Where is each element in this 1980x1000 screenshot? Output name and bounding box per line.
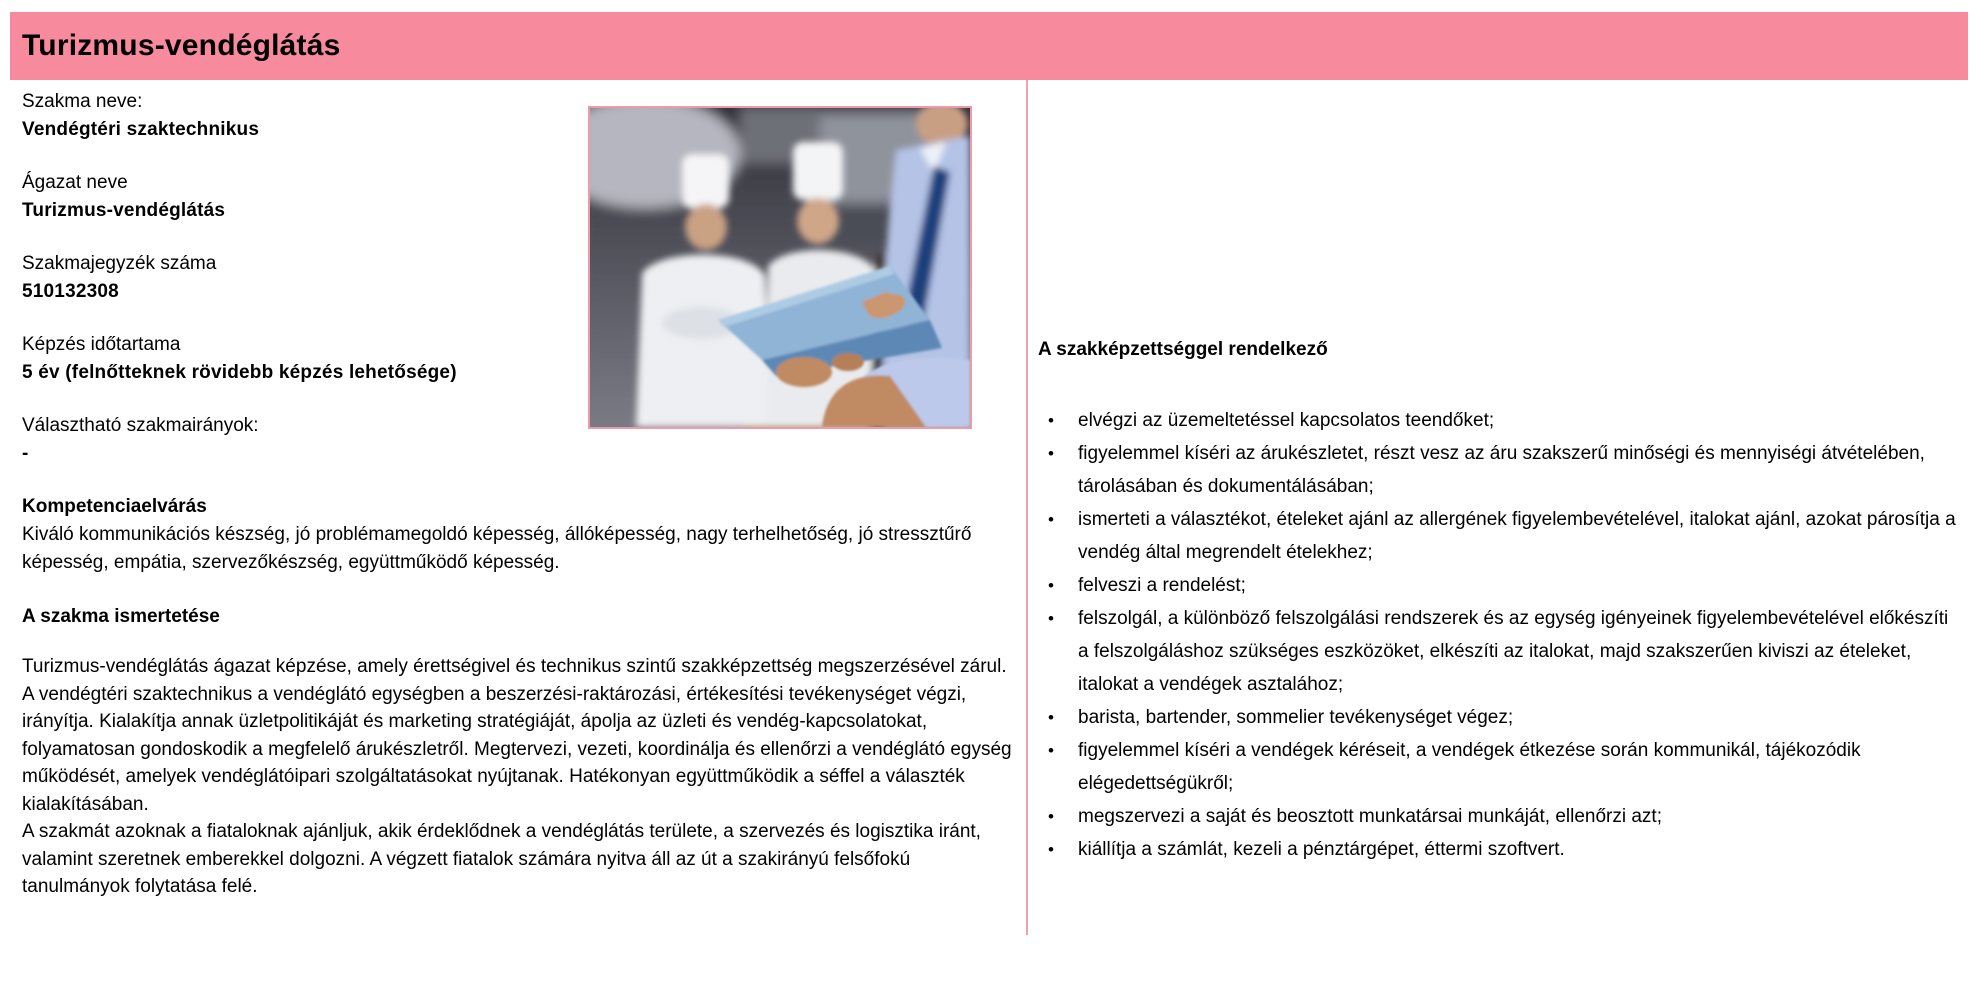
bullet-icon: • (1048, 741, 1054, 760)
task-text: felszolgál, a különböző felszolgálási rendszerek és az egység igényeinek figyelembevételével előkészíti a felszolgáláshoz szükséges eszközöket, elkészíti az italokat, majd szakszerűen kiviszi az ételeket, italokat a vendégek asztalához; (1078, 608, 1949, 695)
task-list-item (1038, 569, 1960, 602)
task-list-item (1038, 503, 1960, 569)
field-value: - (22, 443, 29, 464)
task-text: figyelemmel kíséri az árukészletet, részt vesz az áru szakszerű minőségi és mennyiségi átvételében, tárolásában és dokumentálásában; (1078, 443, 1925, 497)
task-text: felveszi a rendelést; (1078, 575, 1246, 596)
task-list-item (1038, 602, 1960, 701)
field-label: Szakmajegyzék száma (22, 253, 217, 274)
task-list-item (1038, 437, 1960, 503)
task-list-item (1038, 701, 1960, 734)
task-text: elvégzi az üzemeltetéssel kapcsolatos teendőket; (1078, 410, 1495, 431)
profession-description-paragraph-1: Turizmus-vendéglátás ágazat képzése, amely érettségivel és technikus szintű szakképzettség megszerzésével zárul. A vendégtéri szaktechnikus a vendéglátó egységben a beszerzési-raktározási, értékesítési tevékenységet végzi, irányítja. Kialakítja annak üzletpolitikáját és marketing stratégiáját, ápolja az üzleti és vendég-kapcsolatokat, folyamatosan gondoskodik a megfelelő árukészletről. Megtervezi, vezeti, koordinálja és ellenőrzi a vendéglátó egység működését, amelyek vendéglátóipari szolgáltatásokat nyújtanak. Hatékonyan együttműködik a séffel a választék kialakításában. (22, 656, 1012, 815)
competence-section-title: Kompetenciaelvárás (22, 496, 207, 517)
field-value: Turizmus-vendéglátás (22, 200, 226, 221)
field-label: Képzés időtartama (22, 334, 181, 355)
bullet-icon: • (1048, 609, 1054, 628)
profession-photo-graphic (590, 108, 970, 427)
task-text: figyelemmel kíséri a vendégek kéréseit, a vendégek étkezése során kommunikál, tájékozódik elégedettségükről; (1078, 740, 1861, 794)
task-text: barista, bartender, sommelier tevékenységet végez; (1078, 707, 1514, 728)
profession-description-title: A szakma ismertetése (22, 606, 220, 627)
page-title: Turizmus-vendéglátás (22, 29, 341, 62)
bullet-icon: • (1048, 807, 1054, 826)
task-list-item (1038, 800, 1960, 833)
bullet-icon: • (1048, 411, 1054, 430)
field-label: Ágazat neve (22, 172, 128, 193)
page-header-banner (10, 12, 1968, 80)
field-label: Szakma neve: (22, 91, 143, 112)
qualification-column (1038, 338, 1960, 866)
field-value: Vendégtéri szaktechnikus (22, 119, 260, 140)
task-text: megszervezi a saját és beosztott munkatársai munkáját, ellenőrzi azt; (1078, 806, 1662, 827)
qualification-section-title: A szakképzettséggel rendelkező (1038, 339, 1328, 360)
field-value: 510132308 (22, 281, 119, 302)
column-divider (1026, 80, 1028, 935)
task-text: kiállítja a számlát, kezeli a pénztárgépet, éttermi szoftvert. (1078, 839, 1565, 860)
bullet-icon: • (1048, 444, 1054, 463)
bullet-icon: • (1048, 840, 1054, 859)
bullet-icon: • (1048, 576, 1054, 595)
task-text: ismerteti a választékot, ételeket ajánl az allergének figyelembevételével, italokat ajánl, azokat párosítja a vendég által megrendelt ételekhez; (1078, 509, 1956, 563)
qualification-task-list (1038, 404, 1960, 866)
competence-section-body: Kiváló kommunikációs készség, jó problémamegoldó képesség, állóképesség, nagy terhelhetőség, jó stressztűrő képesség, empátia, szervezőkészség, együttműködő képesség. (22, 524, 972, 573)
field-label: Választható szakmairányok: (22, 415, 259, 436)
bullet-icon: • (1048, 510, 1054, 529)
task-list-item (1038, 734, 1960, 800)
bullet-icon: • (1048, 708, 1054, 727)
profession-description-paragraph-2: A szakmát azoknak a fiataloknak ajánljuk, akik érdeklődnek a vendéglátás területe, a szervezés és logisztika iránt, valamint szeretnek emberekkel dolgozni. A végzett fiatalok számára nyitva áll az út a szakirányú felsőfokú tanulmányok folytatása felé. (22, 821, 981, 897)
task-list-item (1038, 404, 1960, 437)
profession-photo (588, 106, 972, 429)
task-list-item (1038, 833, 1960, 866)
field-value: 5 év (felnőtteknek rövidebb képzés lehetősége) (22, 362, 457, 383)
